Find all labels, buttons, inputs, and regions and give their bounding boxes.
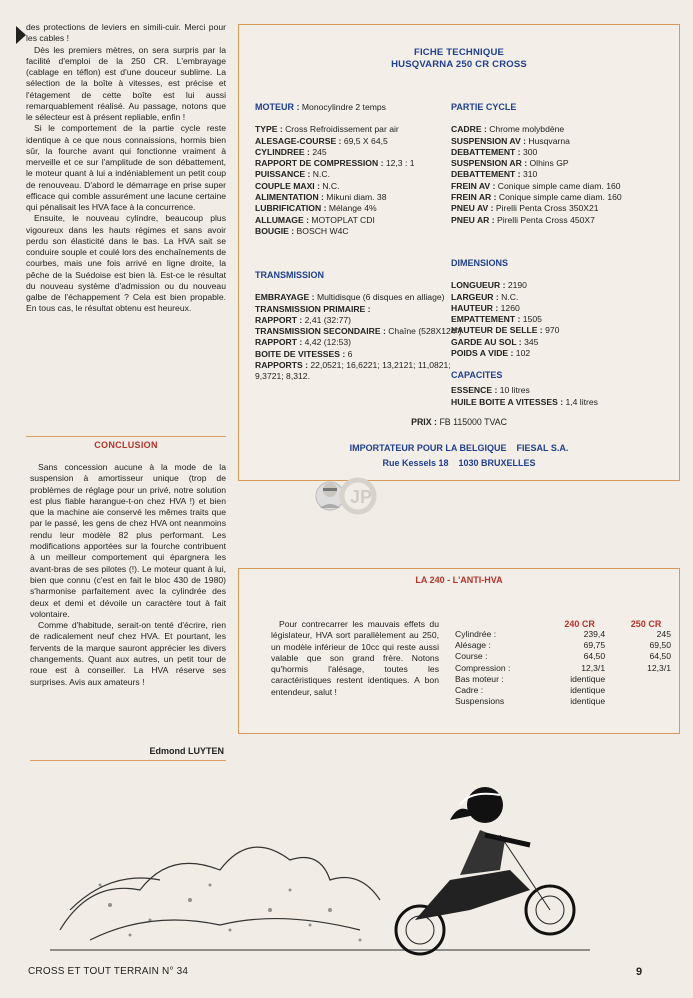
spec-key: EMBRAYAGE :: [255, 292, 315, 303]
conclusion-title: CONCLUSION: [94, 440, 158, 450]
spec-value: 4,42 (12:53): [304, 337, 351, 348]
spec-row: [451, 192, 673, 203]
price-label: PRIX :: [411, 417, 437, 427]
conclusion-text: [30, 462, 226, 688]
anti-hva-text: [271, 619, 439, 698]
cell-value: 12,3/1: [647, 662, 671, 673]
cell-value: [613, 696, 679, 707]
spec-value: 1,4 litres: [565, 396, 598, 407]
spec-key: DEBATTEMENT :: [451, 169, 521, 180]
spec-row: [255, 304, 469, 315]
spec-value: 300: [522, 146, 538, 157]
spec-key: ALESAGE-COURSE :: [255, 135, 342, 146]
spec-row: [255, 124, 469, 135]
spec-row: [255, 192, 469, 203]
continuation-arrow-icon: [16, 26, 26, 44]
spec-key: SUSPENSION AR :: [451, 158, 528, 169]
spec-row: [255, 315, 469, 326]
spec-key: RAPPORT DE COMPRESSION :: [255, 158, 384, 169]
spec-value: Multidisque (6 disques en alliage): [316, 292, 445, 303]
spec-value: Conique simple came diam. 160: [498, 192, 622, 203]
spec-value: Mélange 4%: [328, 203, 377, 214]
spec-row: [451, 181, 673, 192]
spec-value: Olhins GP: [529, 158, 569, 169]
spec-value: Conique simple came diam. 160: [497, 180, 621, 191]
spec-value: Chaîne (528X124"): [388, 326, 462, 337]
technical-sheet-title: [239, 47, 679, 71]
spec-key: RAPPORTS :: [255, 360, 308, 371]
spec-row: [451, 303, 673, 314]
spec-key: PNEU AV :: [451, 203, 494, 214]
spec-row: [255, 292, 469, 303]
author-name: Edmond LUYTEN: [149, 746, 224, 756]
spec-value: N.C.: [501, 291, 519, 302]
spec-row: [255, 337, 469, 348]
spec-value: 2190: [507, 280, 527, 291]
table-row: [455, 640, 679, 651]
spec-key: ALLUMAGE :: [255, 214, 309, 225]
table-row: [455, 629, 679, 640]
spec-value: 69,5 X 64,5: [343, 135, 388, 146]
spec-row: [451, 203, 673, 214]
spec-key: GARDE AU SOL :: [451, 336, 522, 347]
spec-key: ALIMENTATION :: [255, 192, 324, 203]
dimensions-spec-list: [451, 280, 673, 359]
spec-row: [451, 136, 673, 147]
paragraph: Comme d'habitude, serait-on tenté d'écrire, rien de radicalement neuf chez HVA. Et pourtant, les fervents de la marque sauront apprécier les divers changements. Quant aux autres, un petit tour de roue est à conseiller. La HVA réserve ses surprises. Avis aux amateurs !: [30, 620, 226, 687]
spec-value: 10 litres: [499, 385, 530, 396]
spec-key: TYPE :: [255, 124, 283, 135]
table-row: [455, 651, 679, 662]
spec-value: BOSCH W4C: [296, 225, 349, 236]
spec-row: [451, 314, 673, 325]
spec-row: [255, 215, 469, 226]
cell-value: [613, 674, 679, 685]
section-title: DIMENSIONS: [451, 258, 509, 268]
dimensions-section: [451, 258, 673, 359]
spec-key: BOUGIE :: [255, 225, 295, 236]
spec-row: [451, 337, 673, 348]
spec-row: [255, 136, 469, 147]
spec-key: PUISSANCE :: [255, 169, 311, 180]
cell-value: identique: [570, 673, 606, 684]
spec-row: [451, 385, 673, 396]
spec-value: Cross Refroidissement par air: [285, 124, 399, 135]
importer-address: Rue Kessels 18 1030 BRUXELLES: [382, 458, 536, 468]
spec-row: [255, 169, 469, 180]
cell-value: 239,4: [583, 629, 606, 639]
spec-row: [451, 147, 673, 158]
frame-spec-list: [451, 124, 673, 226]
row-label: Course :: [455, 651, 488, 662]
spec-key: CADRE :: [451, 124, 487, 135]
section-title: PARTIE CYCLE: [451, 102, 517, 112]
cell-value: 12,3/1: [581, 662, 606, 673]
spec-key: LARGEUR :: [451, 291, 499, 302]
cell-value: 245: [656, 629, 671, 639]
spec-row: [255, 226, 469, 237]
row-label: Cadre :: [455, 685, 484, 696]
spec-value: Chrome molybdène: [489, 124, 565, 135]
frame-section: [451, 102, 673, 226]
paragraph: Dès les premiers mètres, on sera surpris par la facilité d'emploi de la 250 CR. L'embrayage (cablage en téflon) est d'une douceur sublime. La sélection de la boîte à vitesses, est précise et l'étagement de cette boîte est lui aussi remarquablement réalisé. Au passage, notons que le sélecteur est à présent repliable, enfin !: [26, 44, 226, 122]
spec-key: LUBRIFICATION :: [255, 203, 327, 214]
section-title: MOTEUR :: [255, 102, 300, 112]
transmission-spec-list: [255, 292, 469, 382]
spec-key: POIDS A VIDE :: [451, 348, 514, 359]
spec-row: [255, 181, 469, 192]
spec-key: HAUTEUR :: [451, 302, 499, 313]
price: [239, 417, 679, 427]
spec-key: LONGUEUR :: [451, 280, 506, 291]
spec-value: Pirelli Penta Cross 350X21: [495, 203, 599, 214]
spec-key: ESSENCE :: [451, 385, 498, 396]
spec-value: Pirelli Penta Cross 450X7: [497, 214, 595, 225]
title-line: HUSQVARNA 250 CR CROSS: [391, 59, 527, 70]
spec-value: 970: [545, 325, 560, 336]
spec-key: HUILE BOITE A VITESSES :: [451, 396, 564, 407]
spec-key: COUPLE MAXI :: [255, 180, 320, 191]
spec-value: 310: [522, 169, 538, 180]
spec-row: [255, 147, 469, 158]
row-label: Compression :: [455, 662, 511, 673]
row-label: Suspensions: [455, 696, 505, 707]
engine-value: Monocylindre 2 temps: [301, 102, 386, 112]
spec-key: TRANSMISSION SECONDAIRE :: [255, 326, 386, 337]
divider: [26, 436, 226, 437]
spec-key: FREIN AV :: [451, 180, 496, 191]
article-intro-column: [26, 22, 226, 315]
table-row: [455, 663, 679, 674]
spec-row: [451, 280, 673, 291]
spec-value: Mikuni diam. 38: [326, 192, 387, 203]
stamp-logo: [310, 470, 386, 522]
conclusion-heading: [26, 436, 226, 450]
table-row: [455, 696, 679, 707]
cell-value: identique: [570, 696, 606, 707]
paragraph: Pour contrecarrer les mauvais effets du législateur, HVA sort parallèlement au 250, un modèle inférieur de 10cc qui reste aussi valable que son grand frère. Notons qu'hormis l'alésage, toutes les caractéristiques restent identiques. A bon entendeur, salut !: [271, 619, 439, 697]
spec-row: [255, 158, 469, 169]
logo-text: JP: [350, 487, 373, 507]
spec-key: RAPPORT :: [255, 314, 303, 325]
spec-value: 345: [524, 336, 539, 347]
spec-value: 22,0521; 16,6221; 13,2121; 11,0821; 9,3721; 8,312.: [255, 360, 451, 382]
row-label: Bas moteur :: [455, 673, 504, 684]
cell-value: 64,50: [649, 651, 671, 662]
spec-key: SUSPENSION AV :: [451, 135, 526, 146]
spec-row: [255, 349, 469, 360]
spec-value: 102: [515, 348, 531, 359]
paragraph: Sans concession aucune à la mode de la suspension à amortisseur unique (trop de problèmes de réglage pour un privé, notre solution est plus fiable harangue-t-on chez HVA !) et bien que la machine aie conservé les mêmes traits que par le passé, les gens de chez HVA ont neanmoins rendu leur modèle 82 plus performant. Les modifications apportées sur la fourche contribuent à un meilleur comportement qui épargnera les avant-bras de ses pilotes (!). Le moteur quant à lui, bien que connu (c'est en fait le bloc 430 de 1980) s'harmonise parfaitement avec la cylindrée des deux et demi et dévoile un caractère tout à fait volontaire.: [30, 462, 226, 619]
capacities-spec-list: [451, 385, 673, 408]
spec-value: 1260: [500, 302, 520, 313]
spec-row: [451, 397, 673, 408]
spec-value: Husqvarna: [528, 135, 570, 146]
engine-spec-list: [255, 124, 469, 237]
spec-key: EMPATTEMENT :: [451, 314, 521, 325]
spec-row: [451, 325, 673, 336]
spec-value: 2,41 (32:77): [304, 314, 351, 325]
spec-key: PNEU AR :: [451, 214, 495, 225]
spec-row: [451, 169, 673, 180]
spec-value: 12,3 : 1: [385, 158, 415, 169]
spec-key: BOITE DE VITESSES :: [255, 348, 346, 359]
paragraph: Si le comportement de la partie cycle reste identique à ce que nous connaissions, hormis bien sûr, la fourche avant qui fonctionne vraiment à merveille et ce sur l'amplitude de son débattement, le moteur quant à lui a indéniablement un petit coup de renouveau. D'abord le démarrage en prise super efficace qui comble assurément une lacune certaine qui pénalisait les HVA face à la concurrence.: [26, 123, 226, 212]
spec-row: [451, 158, 673, 169]
spec-value: MOTOPLAT CDI: [311, 214, 375, 225]
comparison-table: [455, 619, 679, 707]
cell-value: 64,50: [583, 651, 606, 662]
spec-key: RAPPORT :: [255, 337, 303, 348]
magazine-footer: CROSS ET TOUT TERRAIN N° 34: [28, 966, 189, 977]
page-number: 9: [636, 966, 643, 978]
spec-key: CYLINDREE :: [255, 146, 310, 157]
spec-key: HAUTEUR DE SELLE :: [451, 325, 543, 336]
cell-value: identique: [570, 685, 606, 696]
capacities-section: [451, 370, 673, 408]
anti-hva-box: [238, 568, 680, 734]
spec-value: 245: [312, 146, 327, 157]
cell-value: [613, 685, 679, 696]
spec-row: [255, 360, 469, 383]
motocross-rider-illustration: [30, 760, 600, 960]
cell-value: 69,75: [583, 640, 606, 651]
importer-info: [239, 441, 679, 471]
transmission-section: [255, 270, 469, 383]
engine-section: [255, 102, 469, 237]
spec-value: 1505: [522, 314, 542, 325]
spec-key: TRANSMISSION PRIMAIRE :: [255, 303, 371, 314]
spec-row: [451, 292, 673, 303]
price-value: FB 115000 TVAC: [439, 417, 507, 427]
technical-sheet-box: [238, 24, 680, 481]
section-title: CAPACITES: [451, 370, 503, 380]
title-line: FICHE TECHNIQUE: [413, 47, 505, 58]
spec-value: 6: [347, 348, 353, 359]
spec-row: [255, 326, 469, 337]
row-label: Alésage :: [455, 640, 491, 651]
paragraph: Ensuite, le nouveau cylindre, beaucoup plus vigoureux dans les hauts régimes et sans avoir perdu son élasticité dans le bas. La HVA sait se conduire souple et coulé lors des enchaînements de courbes, mais une fois arrivé en ligne droite, la pêche de la Suédoise est bien là. Est-ce le résultat du nouveau système d'admission ou du nouveau galbe de l'échappement ? Cela est bien propable. En tous cas, le résultat obtenu est heureux.: [26, 213, 226, 314]
anti-hva-title: LA 240 - L'ANTI-HVA: [415, 575, 503, 585]
spec-value: N.C.: [312, 169, 330, 180]
spec-row: [451, 124, 673, 135]
column-header-250: 250 CR: [630, 619, 662, 629]
spec-row: [255, 203, 469, 214]
table-row: [455, 685, 679, 696]
engine-heading: [255, 102, 469, 113]
section-title: TRANSMISSION: [255, 270, 325, 280]
spec-row: [451, 348, 673, 359]
cell-value: 69,50: [649, 640, 671, 651]
spec-key: DEBATTEMENT :: [451, 146, 521, 157]
spec-value: N.C.: [322, 180, 340, 191]
column-header-240: 240 CR: [564, 619, 595, 629]
row-label: Cylindrée :: [455, 629, 497, 639]
paragraph: des protections de leviers en simili-cuir. Merci pour les cables !: [26, 22, 226, 44]
table-row: [455, 674, 679, 685]
spec-key: FREIN AR :: [451, 192, 497, 203]
importer-line: IMPORTATEUR POUR LA BELGIQUE FIESAL S.A.: [349, 443, 569, 453]
spec-row: [451, 215, 673, 226]
